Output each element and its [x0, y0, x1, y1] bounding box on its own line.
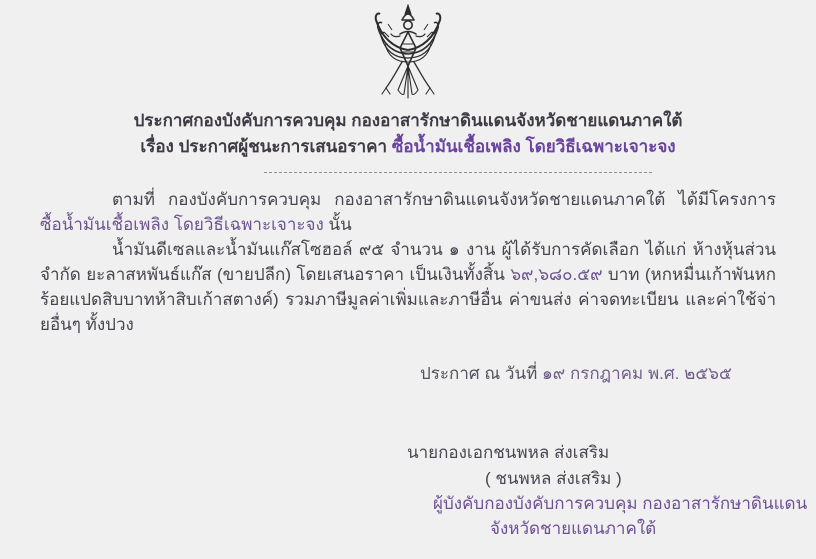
paragraph-2-amount: ๖๙,๖๘๐.๕๙: [510, 265, 603, 284]
announcement-date-line: [420, 361, 816, 386]
paragraph-2-suffix: บาท (หกหมื่นเก้าพันหกร้อยแปดสิบบาทห้าสิบเก้าสตางค์) รวมภาษีมูลค่าเพิ่มและภาษีอื่น ค่าขนส่ง ค่าจดทะเบียน และค่าใช้จ่ายอื่นๆ ทั้งปวง: [40, 265, 776, 334]
paragraph-2: [40, 237, 776, 337]
divider: [264, 172, 652, 173]
paragraph-1: [40, 187, 776, 237]
paragraph-1-highlight: ซื้อน้ำมันเชื้อเพลิง โดยวิธีเฉพาะเจาะจง: [40, 215, 324, 234]
announcement-date-value: ๑๙ กรกฎาคม พ.ศ. ๒๕๖๕: [542, 364, 732, 383]
document-body: [40, 187, 776, 337]
document-title: [0, 108, 816, 160]
title-line-2: [0, 134, 816, 160]
garuda-emblem-icon: [358, 4, 458, 106]
emblem-row: [0, 0, 816, 106]
signature-block: [0, 440, 816, 541]
signer-position-line-1: ผู้บังคับกองบังคับการควบคุม กองอาสารักษาดินแดน: [433, 494, 808, 513]
paragraph-2-text: น้ำมันดีเซลและน้ำมันแก๊สโซฮอล์ ๙๕ จำนวน ๑ งาน ผู้ได้รับการคัดเลือก ได้แก่ ห้างหุ้นส่วนจำกัด ยะลาสหพันธ์แก๊ส (ขายปลีก) โดยเสนอราคา เป็นเงินทั้งสิ้น: [40, 240, 776, 284]
title-line-1: ประกาศกองบังคับการควบคุม กองอาสารักษาดินแดนจังหวัดชายแดนภาคใต้: [133, 111, 683, 130]
announcement-date-label: ประกาศ ณ วันที่: [420, 364, 542, 383]
title-subject-prefix: เรื่อง ประกาศผู้ชนะการเสนอราคา: [140, 137, 392, 156]
paragraph-1-suffix: นั้น: [323, 215, 352, 234]
paragraph-1-text: ตามที่ กองบังคับการควบคุม กองอาสารักษาดินแดนจังหวัดชายแดนภาคใต้ ได้มีโครงการ: [112, 190, 776, 209]
signer-name: นายกองเอกชนพหล ส่งเสริม: [407, 443, 610, 462]
signer-position-line-2: จังหวัดชายแดนภาคใต้: [490, 519, 657, 538]
signer-name-parenthesized: ( ชนพหล ส่งเสริม ): [485, 469, 622, 488]
title-subject-highlight: ซื้อน้ำมันเชื้อเพลิง โดยวิธีเฉพาะเจาะจง: [391, 137, 676, 156]
